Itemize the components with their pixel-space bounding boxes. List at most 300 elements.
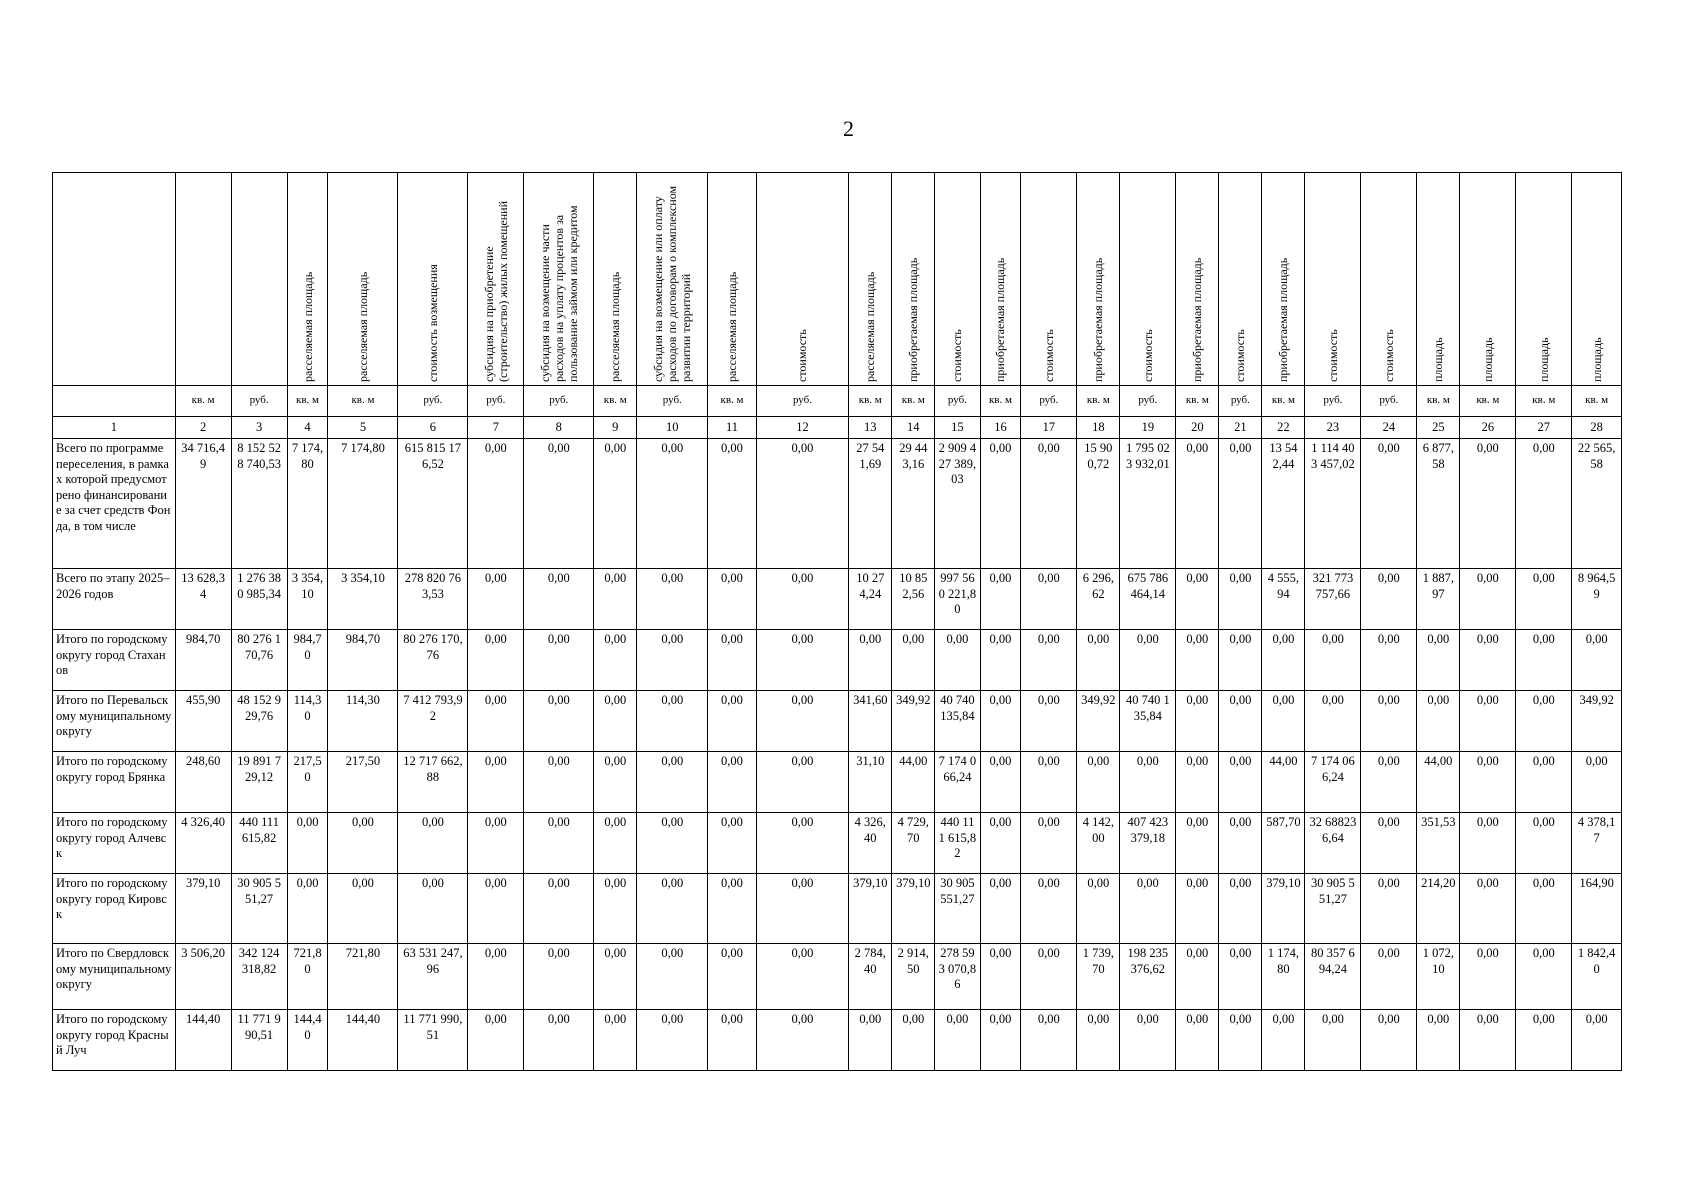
data-cell: 615 815 176,52 bbox=[398, 439, 468, 569]
column-number-cell: 10 bbox=[637, 417, 708, 439]
data-cell: 0,00 bbox=[980, 569, 1021, 630]
column-number-cell: 5 bbox=[328, 417, 398, 439]
data-cell: 0,00 bbox=[637, 874, 708, 944]
data-cell: 4 378,17 bbox=[1572, 813, 1622, 874]
unit-cell: кв. м bbox=[849, 386, 892, 417]
column-header-25 bbox=[1417, 173, 1460, 386]
data-cell: 0,00 bbox=[524, 630, 594, 691]
data-cell: 114,30 bbox=[287, 691, 328, 752]
data-cell: 80 276 170,76 bbox=[231, 630, 287, 691]
data-cell: 0,00 bbox=[1516, 630, 1572, 691]
data-cell: 0,00 bbox=[637, 569, 708, 630]
column-header-text: стоимость bbox=[1041, 329, 1056, 382]
data-cell: 0,00 bbox=[1516, 439, 1572, 569]
data-cell: 4 729,70 bbox=[892, 813, 935, 874]
data-cell: 0,00 bbox=[1176, 439, 1219, 569]
data-cell: 0,00 bbox=[594, 813, 637, 874]
data-cell: 0,00 bbox=[1460, 569, 1516, 630]
data-cell: 0,00 bbox=[524, 944, 594, 1010]
data-cell: 0,00 bbox=[1021, 752, 1077, 813]
data-cell: 0,00 bbox=[637, 1010, 708, 1071]
data-cell: 48 152 929,76 bbox=[231, 691, 287, 752]
data-cell: 144,40 bbox=[328, 1010, 398, 1071]
column-header-text: расселяемая площадь bbox=[608, 271, 623, 382]
data-cell: 0,00 bbox=[1120, 630, 1176, 691]
column-header-text: субсидия на возмещение части расходов на уплату процентов за пользование займом или кредитом bbox=[537, 205, 580, 382]
column-header-22 bbox=[1262, 173, 1305, 386]
column-number-cell: 19 bbox=[1120, 417, 1176, 439]
data-cell: 0,00 bbox=[1305, 630, 1361, 691]
data-cell: 278 593 070,86 bbox=[935, 944, 980, 1010]
data-cell: 0,00 bbox=[1219, 874, 1262, 944]
data-cell: 8 964,59 bbox=[1572, 569, 1622, 630]
data-cell: 0,00 bbox=[637, 752, 708, 813]
table-row bbox=[53, 1010, 1622, 1071]
table-row bbox=[53, 874, 1622, 944]
data-cell: 144,40 bbox=[287, 1010, 328, 1071]
data-cell: 214,20 bbox=[1417, 874, 1460, 944]
data-cell: 0,00 bbox=[287, 813, 328, 874]
data-cell: 31,10 bbox=[849, 752, 892, 813]
data-cell: 0,00 bbox=[1572, 630, 1622, 691]
data-cell: 0,00 bbox=[1021, 944, 1077, 1010]
data-cell: 379,10 bbox=[1262, 874, 1305, 944]
unit-cell: кв. м bbox=[328, 386, 398, 417]
column-header-text: расселяемая площадь bbox=[724, 271, 739, 382]
data-cell: 0,00 bbox=[1361, 439, 1417, 569]
header-label-row bbox=[53, 173, 1622, 386]
column-header-19 bbox=[1120, 173, 1176, 386]
data-cell: 0,00 bbox=[849, 630, 892, 691]
column-header-text: расселяемая площадь bbox=[863, 271, 878, 382]
data-cell: 30 905 551,27 bbox=[231, 874, 287, 944]
data-cell: 984,70 bbox=[328, 630, 398, 691]
column-header-text: стоимость bbox=[950, 329, 965, 382]
data-cell: 0,00 bbox=[1516, 569, 1572, 630]
data-cell: 3 506,20 bbox=[175, 944, 231, 1010]
data-cell: 0,00 bbox=[756, 691, 849, 752]
row-label: Итого по городскому округу город Стаханов bbox=[53, 630, 176, 691]
unit-cell bbox=[53, 386, 176, 417]
column-header-10 bbox=[637, 173, 708, 386]
data-cell: 10 852,56 bbox=[892, 569, 935, 630]
data-cell: 40 740 135,84 bbox=[1120, 691, 1176, 752]
column-header-21 bbox=[1219, 173, 1262, 386]
data-cell: 7 174,80 bbox=[328, 439, 398, 569]
data-cell: 0,00 bbox=[524, 1010, 594, 1071]
data-cell: 0,00 bbox=[1460, 944, 1516, 1010]
data-cell: 349,92 bbox=[1572, 691, 1622, 752]
column-number-cell: 15 bbox=[935, 417, 980, 439]
unit-cell: кв. м bbox=[1077, 386, 1120, 417]
table-row bbox=[53, 691, 1622, 752]
data-cell: 7 412 793,92 bbox=[398, 691, 468, 752]
data-cell: 7 174 066,24 bbox=[935, 752, 980, 813]
data-cell: 2 914,50 bbox=[892, 944, 935, 1010]
data-cell: 0,00 bbox=[1262, 1010, 1305, 1071]
data-cell: 30 905 551,27 bbox=[1305, 874, 1361, 944]
column-header-text: приобретаемая площадь bbox=[906, 257, 921, 382]
column-header-text: стоимость возмещения bbox=[425, 264, 440, 382]
data-cell: 0,00 bbox=[980, 752, 1021, 813]
column-header-text: площадь bbox=[1536, 337, 1551, 382]
data-cell: 587,70 bbox=[1262, 813, 1305, 874]
data-cell: 6 296,62 bbox=[1077, 569, 1120, 630]
data-cell: 278 820 763,53 bbox=[398, 569, 468, 630]
data-cell: 0,00 bbox=[1516, 874, 1572, 944]
data-cell: 675 786 464,14 bbox=[1120, 569, 1176, 630]
unit-cell: руб. bbox=[637, 386, 708, 417]
data-cell: 29 443,16 bbox=[892, 439, 935, 569]
column-header-16 bbox=[980, 173, 1021, 386]
unit-cell: кв. м bbox=[175, 386, 231, 417]
column-number-cell: 17 bbox=[1021, 417, 1077, 439]
data-cell: 0,00 bbox=[1516, 691, 1572, 752]
unit-cell: кв. м bbox=[1516, 386, 1572, 417]
data-cell: 1 276 380 985,34 bbox=[231, 569, 287, 630]
column-header-text: расселяемая площадь bbox=[355, 271, 370, 382]
data-cell: 0,00 bbox=[708, 752, 756, 813]
unit-cell: руб. bbox=[1120, 386, 1176, 417]
data-cell: 0,00 bbox=[594, 569, 637, 630]
data-cell: 0,00 bbox=[1219, 691, 1262, 752]
unit-cell: руб. bbox=[1361, 386, 1417, 417]
data-cell: 0,00 bbox=[398, 874, 468, 944]
data-cell: 34 716,49 bbox=[175, 439, 231, 569]
column-header-7 bbox=[468, 173, 524, 386]
data-cell: 0,00 bbox=[892, 630, 935, 691]
column-number-cell: 16 bbox=[980, 417, 1021, 439]
column-header-18 bbox=[1077, 173, 1120, 386]
data-cell: 379,10 bbox=[849, 874, 892, 944]
data-cell: 0,00 bbox=[756, 630, 849, 691]
data-cell: 30 905 551,27 bbox=[935, 874, 980, 944]
data-cell: 19 891 729,12 bbox=[231, 752, 287, 813]
data-cell: 0,00 bbox=[468, 569, 524, 630]
column-header-text: площадь bbox=[1431, 337, 1446, 382]
data-cell: 0,00 bbox=[708, 874, 756, 944]
data-cell: 0,00 bbox=[1516, 1010, 1572, 1071]
data-cell: 0,00 bbox=[594, 630, 637, 691]
data-cell: 7 174,80 bbox=[287, 439, 328, 569]
data-cell: 0,00 bbox=[708, 630, 756, 691]
data-cell: 0,00 bbox=[756, 569, 849, 630]
column-number-cell: 4 bbox=[287, 417, 328, 439]
data-cell: 0,00 bbox=[1219, 752, 1262, 813]
data-cell: 13 542,44 bbox=[1262, 439, 1305, 569]
data-cell: 4 555,94 bbox=[1262, 569, 1305, 630]
data-cell: 44,00 bbox=[892, 752, 935, 813]
table-row bbox=[53, 569, 1622, 630]
data-cell: 3 354,10 bbox=[287, 569, 328, 630]
data-cell: 27 541,69 bbox=[849, 439, 892, 569]
data-cell: 1 174,80 bbox=[1262, 944, 1305, 1010]
unit-cell: руб. bbox=[468, 386, 524, 417]
column-number-cell: 27 bbox=[1516, 417, 1572, 439]
column-header-13 bbox=[849, 173, 892, 386]
data-cell: 0,00 bbox=[756, 813, 849, 874]
data-cell: 0,00 bbox=[980, 630, 1021, 691]
data-cell: 0,00 bbox=[524, 874, 594, 944]
data-cell: 2 784,40 bbox=[849, 944, 892, 1010]
data-cell: 997 560 221,80 bbox=[935, 569, 980, 630]
data-cell: 0,00 bbox=[1516, 944, 1572, 1010]
resettlement-table bbox=[52, 172, 1622, 1071]
data-cell: 0,00 bbox=[1219, 569, 1262, 630]
data-cell: 0,00 bbox=[468, 944, 524, 1010]
data-cell: 44,00 bbox=[1417, 752, 1460, 813]
data-cell: 0,00 bbox=[1176, 691, 1219, 752]
data-cell: 440 111 615,82 bbox=[231, 813, 287, 874]
data-cell: 0,00 bbox=[980, 1010, 1021, 1071]
data-cell: 0,00 bbox=[1176, 874, 1219, 944]
row-label: Итого по городскому округу город Красный Луч bbox=[53, 1010, 176, 1071]
data-cell: 0,00 bbox=[935, 1010, 980, 1071]
column-number-cell: 8 bbox=[524, 417, 594, 439]
data-cell: 15 900,72 bbox=[1077, 439, 1120, 569]
column-header-20 bbox=[1176, 173, 1219, 386]
data-cell: 248,60 bbox=[175, 752, 231, 813]
data-cell: 0,00 bbox=[1021, 813, 1077, 874]
data-cell: 0,00 bbox=[849, 1010, 892, 1071]
unit-cell: кв. м bbox=[892, 386, 935, 417]
data-cell: 349,92 bbox=[892, 691, 935, 752]
table-row bbox=[53, 944, 1622, 1010]
table-row bbox=[53, 439, 1622, 569]
column-header-28 bbox=[1572, 173, 1622, 386]
data-cell: 721,80 bbox=[287, 944, 328, 1010]
column-number-cell: 1 bbox=[53, 417, 176, 439]
data-cell: 0,00 bbox=[594, 691, 637, 752]
data-cell: 0,00 bbox=[1417, 691, 1460, 752]
unit-cell: кв. м bbox=[1572, 386, 1622, 417]
data-cell: 2 909 427 389,03 bbox=[935, 439, 980, 569]
data-cell: 0,00 bbox=[1219, 630, 1262, 691]
data-cell: 6 877,58 bbox=[1417, 439, 1460, 569]
data-cell: 0,00 bbox=[468, 1010, 524, 1071]
data-cell: 407 423 379,18 bbox=[1120, 813, 1176, 874]
data-cell: 1 887,97 bbox=[1417, 569, 1460, 630]
data-cell: 351,53 bbox=[1417, 813, 1460, 874]
data-cell: 0,00 bbox=[1077, 630, 1120, 691]
data-cell: 0,00 bbox=[1176, 944, 1219, 1010]
table-row bbox=[53, 813, 1622, 874]
data-cell: 0,00 bbox=[524, 439, 594, 569]
unit-cell: кв. м bbox=[594, 386, 637, 417]
column-number-cell: 11 bbox=[708, 417, 756, 439]
data-cell: 0,00 bbox=[468, 813, 524, 874]
data-cell: 0,00 bbox=[1120, 752, 1176, 813]
data-cell: 0,00 bbox=[1305, 691, 1361, 752]
data-cell: 342 124 318,82 bbox=[231, 944, 287, 1010]
table-row bbox=[53, 752, 1622, 813]
data-cell: 0,00 bbox=[1361, 630, 1417, 691]
data-cell: 0,00 bbox=[708, 691, 756, 752]
data-cell: 0,00 bbox=[1021, 569, 1077, 630]
data-cell: 12 717 662,88 bbox=[398, 752, 468, 813]
data-cell: 0,00 bbox=[1176, 569, 1219, 630]
data-cell: 0,00 bbox=[980, 874, 1021, 944]
row-label: Итого по Перевальскому муниципальному округу bbox=[53, 691, 176, 752]
data-cell: 0,00 bbox=[1176, 630, 1219, 691]
column-header-text: субсидия на приобретение (строительство) жилых помещений bbox=[481, 200, 510, 382]
column-number-cell: 12 bbox=[756, 417, 849, 439]
column-header-text bbox=[257, 173, 261, 385]
data-cell: 13 628,34 bbox=[175, 569, 231, 630]
units-row bbox=[53, 386, 1622, 417]
row-label: Итого по городскому округу город Брянка bbox=[53, 752, 176, 813]
data-cell: 0,00 bbox=[524, 752, 594, 813]
data-cell: 0,00 bbox=[1361, 691, 1417, 752]
column-number-cell: 24 bbox=[1361, 417, 1417, 439]
row-label: Итого по городскому округу город Алчевск bbox=[53, 813, 176, 874]
data-cell: 0,00 bbox=[1516, 752, 1572, 813]
unit-cell: кв. м bbox=[1176, 386, 1219, 417]
data-cell: 0,00 bbox=[1021, 439, 1077, 569]
unit-cell: кв. м bbox=[1262, 386, 1305, 417]
column-number-cell: 6 bbox=[398, 417, 468, 439]
data-cell: 0,00 bbox=[1021, 691, 1077, 752]
data-cell: 63 531 247,96 bbox=[398, 944, 468, 1010]
data-cell: 0,00 bbox=[1361, 944, 1417, 1010]
data-cell: 0,00 bbox=[1572, 752, 1622, 813]
data-cell: 198 235 376,62 bbox=[1120, 944, 1176, 1010]
data-cell: 0,00 bbox=[468, 691, 524, 752]
data-cell: 217,50 bbox=[328, 752, 398, 813]
column-header-text: приобретаемая площадь bbox=[993, 257, 1008, 382]
column-header-24 bbox=[1361, 173, 1417, 386]
data-cell: 0,00 bbox=[1460, 874, 1516, 944]
unit-cell: кв. м bbox=[287, 386, 328, 417]
column-header-12 bbox=[756, 173, 849, 386]
column-number-cell: 26 bbox=[1460, 417, 1516, 439]
data-cell: 0,00 bbox=[1262, 691, 1305, 752]
data-cell: 0,00 bbox=[1417, 1010, 1460, 1071]
data-cell: 0,00 bbox=[1120, 1010, 1176, 1071]
data-cell: 0,00 bbox=[935, 630, 980, 691]
data-cell: 0,00 bbox=[1120, 874, 1176, 944]
data-cell: 0,00 bbox=[524, 691, 594, 752]
column-header-text: стоимость bbox=[1381, 329, 1396, 382]
data-cell: 164,90 bbox=[1572, 874, 1622, 944]
data-cell: 22 565,58 bbox=[1572, 439, 1622, 569]
data-cell: 0,00 bbox=[1361, 1010, 1417, 1071]
data-cell: 0,00 bbox=[708, 944, 756, 1010]
data-cell: 4 142,00 bbox=[1077, 813, 1120, 874]
column-header-4 bbox=[287, 173, 328, 386]
data-cell: 1 795 023 932,01 bbox=[1120, 439, 1176, 569]
column-number-cell: 14 bbox=[892, 417, 935, 439]
column-header-5 bbox=[328, 173, 398, 386]
data-cell: 80 357 694,24 bbox=[1305, 944, 1361, 1010]
column-header-text: приобретаемая площадь bbox=[1190, 257, 1205, 382]
column-number-cell: 20 bbox=[1176, 417, 1219, 439]
unit-cell: кв. м bbox=[980, 386, 1021, 417]
data-cell: 321 773 757,66 bbox=[1305, 569, 1361, 630]
column-number-row bbox=[53, 417, 1622, 439]
data-cell: 1 072,10 bbox=[1417, 944, 1460, 1010]
data-cell: 0,00 bbox=[594, 944, 637, 1010]
unit-cell: руб. bbox=[398, 386, 468, 417]
column-header-text: расселяемая площадь bbox=[300, 271, 315, 382]
data-cell: 3 354,10 bbox=[328, 569, 398, 630]
column-number-cell: 13 bbox=[849, 417, 892, 439]
data-cell: 984,70 bbox=[287, 630, 328, 691]
table-row bbox=[53, 630, 1622, 691]
column-number-cell: 3 bbox=[231, 417, 287, 439]
data-cell: 0,00 bbox=[1361, 752, 1417, 813]
data-cell: 455,90 bbox=[175, 691, 231, 752]
column-number-cell: 23 bbox=[1305, 417, 1361, 439]
data-cell: 0,00 bbox=[468, 752, 524, 813]
data-cell: 349,92 bbox=[1077, 691, 1120, 752]
column-header-text: субсидия на возмещение или оплату расходов по договорам о комплексном развитии территорий bbox=[651, 185, 694, 382]
data-cell: 0,00 bbox=[1516, 813, 1572, 874]
data-cell: 0,00 bbox=[637, 691, 708, 752]
data-cell: 0,00 bbox=[756, 944, 849, 1010]
data-cell: 0,00 bbox=[468, 630, 524, 691]
data-cell: 0,00 bbox=[1305, 1010, 1361, 1071]
data-cell: 144,40 bbox=[175, 1010, 231, 1071]
column-number-cell: 2 bbox=[175, 417, 231, 439]
data-cell: 0,00 bbox=[328, 813, 398, 874]
row-label: Итого по городскому округу город Кировск bbox=[53, 874, 176, 944]
data-cell: 0,00 bbox=[1176, 813, 1219, 874]
data-cell: 4 326,40 bbox=[849, 813, 892, 874]
unit-cell: руб. bbox=[524, 386, 594, 417]
data-cell: 0,00 bbox=[594, 874, 637, 944]
data-cell: 11 771 990,51 bbox=[398, 1010, 468, 1071]
data-cell: 0,00 bbox=[708, 569, 756, 630]
data-cell: 984,70 bbox=[175, 630, 231, 691]
data-cell: 379,10 bbox=[175, 874, 231, 944]
column-header-text: площадь bbox=[1480, 337, 1495, 382]
data-cell: 0,00 bbox=[756, 752, 849, 813]
data-cell: 8 152 528 740,53 bbox=[231, 439, 287, 569]
data-cell: 0,00 bbox=[1262, 630, 1305, 691]
data-cell: 0,00 bbox=[468, 439, 524, 569]
column-header-text: стоимость bbox=[1325, 329, 1340, 382]
data-cell: 0,00 bbox=[1219, 1010, 1262, 1071]
row-label: Итого по Свердловскому муниципальному округу bbox=[53, 944, 176, 1010]
column-number-cell: 7 bbox=[468, 417, 524, 439]
data-cell: 4 326,40 bbox=[175, 813, 231, 874]
data-cell: 0,00 bbox=[1176, 752, 1219, 813]
column-header-text: приобретаемая площадь bbox=[1276, 257, 1291, 382]
column-header-text: стоимость bbox=[795, 329, 810, 382]
data-cell: 0,00 bbox=[1361, 813, 1417, 874]
unit-cell: руб. bbox=[1021, 386, 1077, 417]
data-cell: 0,00 bbox=[756, 439, 849, 569]
data-cell: 0,00 bbox=[1460, 630, 1516, 691]
data-cell: 1 114 403 457,02 bbox=[1305, 439, 1361, 569]
data-cell: 0,00 bbox=[1077, 752, 1120, 813]
column-number-cell: 25 bbox=[1417, 417, 1460, 439]
data-cell: 0,00 bbox=[980, 691, 1021, 752]
data-cell: 217,50 bbox=[287, 752, 328, 813]
data-cell: 0,00 bbox=[1460, 752, 1516, 813]
column-header-15 bbox=[935, 173, 980, 386]
data-cell: 0,00 bbox=[594, 439, 637, 569]
data-cell: 0,00 bbox=[637, 439, 708, 569]
data-cell: 721,80 bbox=[328, 944, 398, 1010]
data-cell: 1 739,70 bbox=[1077, 944, 1120, 1010]
data-cell: 0,00 bbox=[708, 439, 756, 569]
data-cell: 0,00 bbox=[708, 813, 756, 874]
column-header-14 bbox=[892, 173, 935, 386]
data-cell: 10 274,24 bbox=[849, 569, 892, 630]
column-header-text bbox=[201, 173, 205, 385]
